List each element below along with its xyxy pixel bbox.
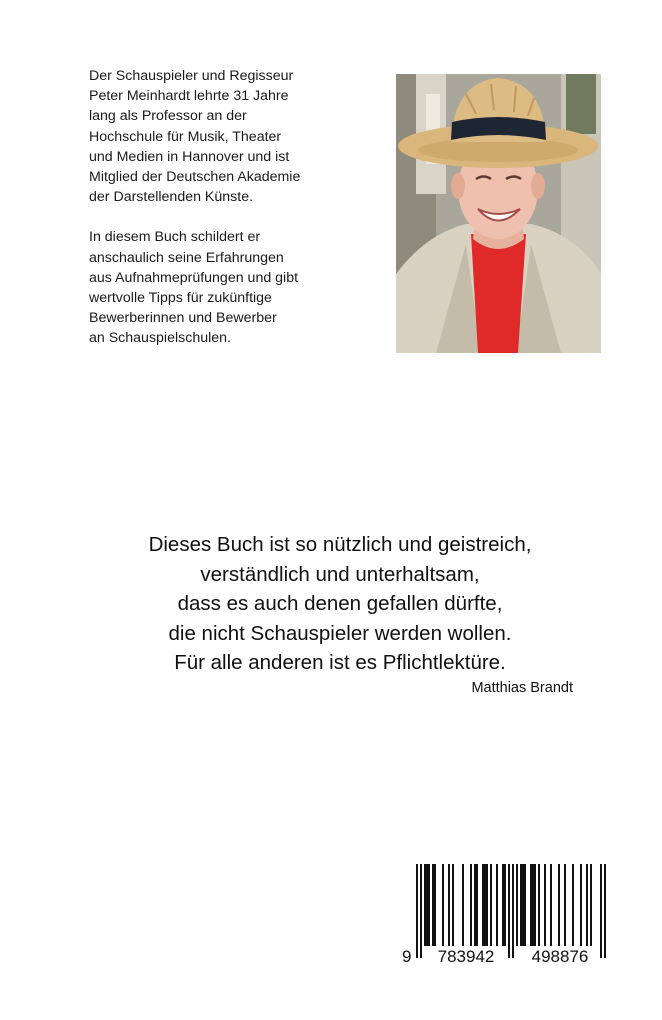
bio-paragraph-2 (89, 227, 379, 348)
barcode-digits-right: 498876 (531, 947, 589, 966)
barcode-bar (462, 864, 464, 946)
barcode-bar (476, 864, 478, 946)
bio-line: aus Aufnahmeprüfungen und gibt (89, 269, 299, 286)
barcode-bar (470, 864, 472, 946)
barcode-bar (496, 864, 498, 946)
author-portrait-photo (396, 74, 601, 353)
barcode-bar (428, 864, 430, 946)
barcode-bar (424, 864, 426, 946)
barcode-bar (534, 864, 536, 946)
barcode-bar (442, 864, 444, 946)
barcode-bar (522, 864, 524, 946)
barcode-bar (530, 864, 532, 946)
bio-line: Der Schauspieler und Regisseur (89, 68, 294, 84)
barcode-bar (580, 864, 582, 946)
bio-line: Bewerberinnen und Bewerber (89, 310, 277, 327)
quote-line: dass es auch denen gefallen dürfte, (177, 592, 503, 615)
barcode-bar (544, 864, 546, 946)
barcode-bar (426, 864, 428, 946)
quote-author: Matthias Brandt (471, 680, 573, 696)
barcode-bar (420, 864, 422, 958)
bio-line: und Medien in Hannover und ist (89, 148, 290, 165)
barcode-bar (452, 864, 454, 946)
barcode-bar (432, 864, 434, 946)
bio-line: der Darstellenden Künste. (89, 189, 254, 206)
barcode-bar (434, 864, 436, 946)
barcode-bar (474, 864, 476, 946)
bio-line: lang als Professor an der (89, 108, 247, 125)
barcode-bar (508, 864, 510, 958)
barcode-bar (600, 864, 602, 958)
barcode-bar (604, 864, 606, 958)
barcode-bar (532, 864, 534, 946)
quote-line: Für alle anderen ist es Pflichtlektüre. (174, 651, 506, 674)
bio-line: wertvolle Tipps für zukünftige (89, 290, 272, 307)
isbn-barcode (400, 862, 612, 974)
barcode-bar (448, 864, 450, 946)
barcode-bar (524, 864, 526, 946)
barcode-bar (504, 864, 506, 946)
barcode-bar (502, 864, 504, 946)
bio-paragraph-1 (89, 66, 379, 207)
barcode-bar (484, 864, 486, 946)
bio-line: an Schauspielschulen. (89, 330, 231, 347)
barcode-bar (416, 864, 418, 958)
barcode-bar (490, 864, 492, 946)
bio-line: In diesem Buch schildert er (89, 229, 261, 246)
bio-line: Mitglied der Deutschen Akademie (89, 169, 301, 186)
barcode-digit-first: 9 (402, 947, 412, 966)
barcode-bar (550, 864, 552, 946)
author-bio (89, 66, 379, 349)
barcode-bar (520, 864, 522, 946)
barcode-digits-left: 783942 (437, 947, 495, 966)
barcode-bars (416, 864, 606, 958)
bio-line: Hochschule für Musik, Theater (89, 128, 282, 145)
quote-line: verständlich und unterhaltsam, (200, 562, 480, 586)
barcode-bar (564, 864, 566, 946)
barcode-bar (572, 864, 574, 946)
barcode-bar (512, 864, 514, 958)
bio-line: anschaulich seine Erfahrungen (89, 249, 284, 266)
barcode-bar (538, 864, 540, 946)
quote-line: die nicht Schauspieler werden wollen. (168, 621, 512, 645)
barcode-bar (486, 864, 488, 946)
endorsement-quote (90, 530, 590, 678)
quote-line: Dieses Buch ist so nützlich und geistreich, (148, 533, 532, 556)
barcode-bar (586, 864, 588, 946)
bio-line: Peter Meinhardt lehrte 31 Jahre (89, 88, 289, 105)
barcode-bar (590, 864, 592, 946)
barcode-bar (516, 864, 518, 946)
barcode-bar (482, 864, 484, 946)
barcode-bar (558, 864, 560, 946)
